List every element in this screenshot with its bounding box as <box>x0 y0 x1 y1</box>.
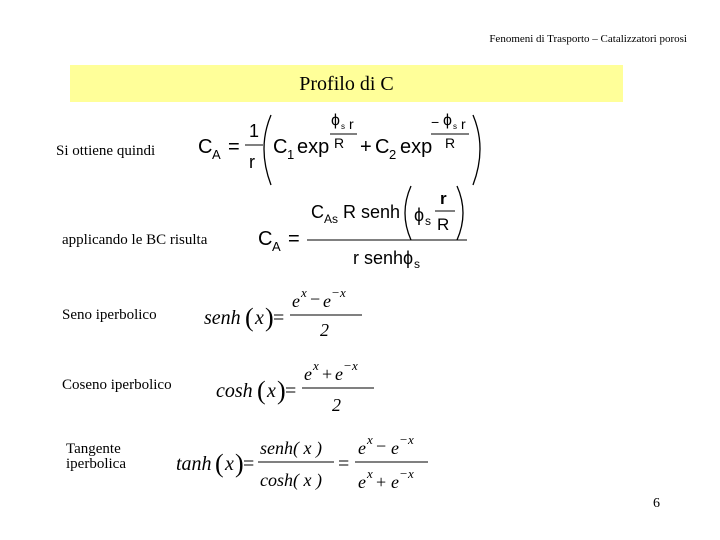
svg-text:(: ( <box>257 376 266 405</box>
svg-text:C: C <box>375 136 390 158</box>
equation-senh <box>200 283 370 343</box>
svg-text:x: x <box>301 285 307 300</box>
label-seno-iperbolico: Seno iperbolico <box>62 307 157 323</box>
svg-text:ϕ: ϕ <box>414 205 425 225</box>
svg-text:cosh: cosh <box>216 380 253 402</box>
svg-text:e: e <box>304 364 312 384</box>
svg-text:1: 1 <box>249 121 260 141</box>
title-band <box>70 65 623 102</box>
svg-text:ϕ: ϕ <box>443 112 452 129</box>
equation-concentration-general <box>195 103 495 188</box>
svg-text:−: − <box>310 289 321 309</box>
svg-text:r: r <box>249 152 255 172</box>
svg-text:senh: senh <box>204 307 241 329</box>
svg-text:r: r <box>461 116 466 132</box>
svg-text:2: 2 <box>389 147 397 162</box>
svg-text:x: x <box>408 466 414 481</box>
svg-text:−: − <box>376 436 387 456</box>
label-tangente-iperbolica <box>66 442 126 472</box>
svg-text:x: x <box>352 358 358 373</box>
label-tangente-line1: Tangente <box>66 441 121 457</box>
svg-text:ϕ: ϕ <box>331 112 340 129</box>
svg-text:−: − <box>431 114 440 130</box>
svg-text:s: s <box>453 122 457 131</box>
equation-tanh <box>172 432 442 498</box>
svg-text:A: A <box>272 239 281 254</box>
svg-text:tanh: tanh <box>176 453 212 475</box>
svg-text:x: x <box>367 466 373 481</box>
svg-text:e: e <box>292 291 300 311</box>
svg-text:−: − <box>400 432 408 447</box>
svg-text:A: A <box>212 147 221 162</box>
svg-text:=: = <box>243 453 255 475</box>
svg-text:(: ( <box>245 303 254 332</box>
svg-text:r: r <box>440 189 447 208</box>
svg-text:C: C <box>258 228 273 250</box>
svg-text:): ) <box>277 376 286 405</box>
svg-text:e: e <box>391 438 399 458</box>
equation-concentration-bc <box>255 180 485 270</box>
svg-text:As: As <box>324 212 339 226</box>
svg-text:s: s <box>414 257 420 270</box>
svg-text:=: = <box>273 307 285 329</box>
svg-text:ϕ: ϕ <box>403 248 414 268</box>
svg-text:senh( x ): senh( x ) <box>260 438 322 458</box>
svg-text:=: = <box>338 453 350 475</box>
svg-text:+: + <box>376 472 387 492</box>
page-number: 6 <box>653 496 660 511</box>
svg-text:R: R <box>445 135 456 151</box>
svg-text:exp: exp <box>297 136 330 158</box>
svg-text:e: e <box>391 472 399 492</box>
svg-text:R: R <box>437 215 450 234</box>
svg-text:=: = <box>285 380 297 402</box>
svg-text:x: x <box>255 307 264 329</box>
svg-text:): ) <box>235 449 244 478</box>
svg-text:x: x <box>367 432 373 447</box>
svg-text:+: + <box>322 364 333 384</box>
svg-text:r: r <box>349 116 354 132</box>
svg-text:r senh: r senh <box>353 248 404 268</box>
svg-text:C: C <box>311 202 324 222</box>
svg-text:=: = <box>228 136 240 158</box>
svg-text:R senh: R senh <box>343 202 401 222</box>
svg-text:2: 2 <box>332 395 341 415</box>
svg-text:exp: exp <box>400 136 433 158</box>
svg-text:+: + <box>360 136 372 158</box>
svg-text:−: − <box>400 466 408 481</box>
svg-text:s: s <box>341 122 345 131</box>
svg-text:(: ( <box>215 449 224 478</box>
svg-text:x: x <box>340 285 346 300</box>
svg-text:−: − <box>344 358 352 373</box>
svg-text:x: x <box>313 358 319 373</box>
svg-text:e: e <box>358 438 366 458</box>
svg-text:e: e <box>323 291 331 311</box>
label-si-ottiene: Si ottiene quindi <box>56 143 156 159</box>
slide-title: Profilo di C <box>299 73 394 95</box>
svg-text:): ) <box>265 303 274 332</box>
svg-text:cosh( x ): cosh( x ) <box>260 470 322 490</box>
label-coseno-iperbolico: Coseno iperbolico <box>62 377 172 393</box>
svg-text:C: C <box>273 136 288 158</box>
svg-text:s: s <box>425 214 431 228</box>
svg-text:x: x <box>267 380 276 402</box>
label-tangente-line2: iperbolica <box>66 456 126 472</box>
svg-text:=: = <box>288 228 300 250</box>
svg-text:e: e <box>335 364 343 384</box>
svg-text:R: R <box>334 135 345 151</box>
svg-text:−: − <box>332 285 340 300</box>
svg-text:C: C <box>198 136 213 158</box>
label-applicando-bc: applicando le BC risulta <box>62 232 208 248</box>
svg-text:2: 2 <box>320 320 329 340</box>
slide-header: Fenomeni di Trasporto – Catalizzatori porosi <box>489 33 687 45</box>
svg-text:1: 1 <box>287 147 295 162</box>
svg-text:x: x <box>225 453 234 475</box>
svg-text:x: x <box>408 432 414 447</box>
svg-text:e: e <box>358 472 366 492</box>
equation-cosh <box>212 356 382 416</box>
